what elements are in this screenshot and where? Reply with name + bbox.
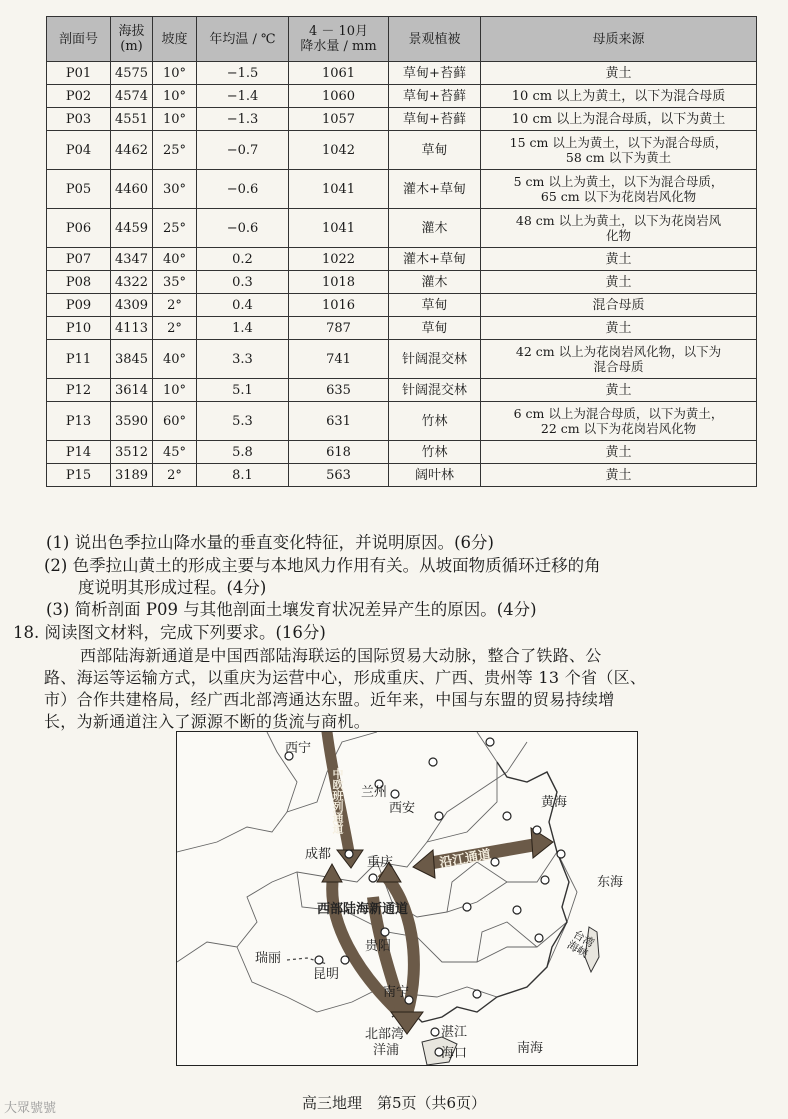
- cell-profile: P11: [47, 340, 111, 379]
- parent-material-line-2: 混合母质: [593, 359, 644, 374]
- question-1: (1) 说出色季拉山降水量的垂直变化特征，并说明原因。(6分): [46, 533, 494, 552]
- label-west-corridor: 西部陆海新通道: [317, 902, 409, 917]
- cell-slope: 2°: [153, 464, 197, 487]
- cell-parent-material: [481, 402, 757, 441]
- cell-precip: 1061: [289, 62, 389, 85]
- parent-material-line-2: 65 cm 以下为花岗岩风化物: [540, 189, 697, 204]
- cell-profile: P13: [47, 402, 111, 441]
- label-south-sea: 南海: [517, 1041, 544, 1056]
- cell-temp: 0.4: [197, 294, 289, 317]
- cell-precip: 741: [289, 340, 389, 379]
- header-slope: 坡度: [153, 17, 197, 62]
- table-header-row: [47, 17, 757, 62]
- city-dot: [345, 850, 353, 858]
- table-row: [47, 248, 757, 271]
- city-dot: [486, 738, 494, 746]
- cell-altitude: 3590: [111, 402, 153, 441]
- label-kunming: 昆明: [313, 967, 340, 982]
- parent-material-line-1: 黄土: [605, 65, 632, 81]
- parent-material-line-1: 黄土: [605, 444, 632, 460]
- cell-altitude: 4551: [111, 108, 153, 131]
- label-guiyang: 贵阳: [365, 939, 392, 954]
- table-row: [47, 340, 757, 379]
- page-footer: 高三地理 第5页（共6页）: [301, 1094, 487, 1112]
- parent-material-line-2: 58 cm 以下为黄土: [565, 150, 672, 165]
- cell-precip: 1041: [289, 209, 389, 248]
- table-row: [47, 379, 757, 402]
- label-chengdu: 成都: [305, 847, 332, 862]
- cell-precip: 1042: [289, 131, 389, 170]
- header-precip-unit: 降水量 / mm: [300, 39, 377, 54]
- cell-profile: P02: [47, 85, 111, 108]
- cell-profile: P15: [47, 464, 111, 487]
- cell-parent-material: [481, 271, 757, 294]
- table-row: [47, 108, 757, 131]
- material-paragraph-line-3: 市）合作共建格局，经广西北部湾通达东盟。近年来，中国与东盟的贸易持续增: [44, 690, 615, 709]
- city-dot: [391, 790, 399, 798]
- cell-vegetation: 阔叶林: [389, 464, 481, 487]
- parent-material-line-1: 混合母质: [592, 297, 645, 313]
- parent-material-line-1: 42 cm 以上为花岗岩风化物，以下为: [515, 344, 722, 359]
- cell-vegetation: 草甸: [389, 294, 481, 317]
- cell-vegetation: 草甸: [389, 317, 481, 340]
- label-lanzhou: 兰州: [361, 785, 388, 800]
- city-dot: [513, 906, 521, 914]
- cell-altitude: 4460: [111, 170, 153, 209]
- city-dot: [541, 876, 549, 884]
- parent-material-line-2: 化物: [605, 228, 631, 243]
- cell-temp: −1.3: [197, 108, 289, 131]
- label-north-corridor: 中欧班列通道: [331, 768, 344, 834]
- cell-precip: 563: [289, 464, 389, 487]
- city-dot: [381, 928, 389, 936]
- cell-precip: 631: [289, 402, 389, 441]
- table-row: [47, 441, 757, 464]
- city-dot: [341, 956, 349, 964]
- header-altitude-label: 海拔: [118, 24, 145, 39]
- chengdu-arrowhead: [322, 864, 342, 882]
- soil-profile-table: [46, 16, 757, 487]
- cell-altitude: 4347: [111, 248, 153, 271]
- cell-profile: P10: [47, 317, 111, 340]
- city-dot: [435, 812, 443, 820]
- cell-vegetation: 草甸+苔藓: [389, 62, 481, 85]
- cell-precip: 1018: [289, 271, 389, 294]
- city-dot: [503, 812, 511, 820]
- cell-slope: 35°: [153, 271, 197, 294]
- cell-profile: P09: [47, 294, 111, 317]
- city-dot: [463, 903, 471, 911]
- label-ruili: 瑞丽: [255, 951, 282, 966]
- cell-profile: P06: [47, 209, 111, 248]
- city-dot: [429, 758, 437, 766]
- cell-precip: 1060: [289, 85, 389, 108]
- border-line: [177, 872, 327, 962]
- parent-material-line-1: 10 cm 以上为混合母质，以下为黄土: [511, 111, 726, 127]
- cell-temp: −0.7: [197, 131, 289, 170]
- header-profile: 剖面号: [47, 17, 111, 62]
- cell-parent-material: [481, 62, 757, 85]
- city-dot: [533, 826, 541, 834]
- watermark-text: 大眾號號: [4, 1101, 57, 1116]
- cell-precip: 1016: [289, 294, 389, 317]
- cell-temp: −1.5: [197, 62, 289, 85]
- cell-slope: 10°: [153, 108, 197, 131]
- question-3: (3) 简析剖面 P09 与其他剖面土壤发育状况差异产生的原因。(4分): [46, 600, 537, 619]
- parent-material-line-1: 10 cm 以上为黄土，以下为混合母质: [511, 88, 726, 104]
- cell-temp: 5.1: [197, 379, 289, 402]
- material-paragraph-line-4: 长，为新通道注入了源源不断的货流与商机。: [44, 712, 371, 731]
- cell-vegetation: 灌木: [389, 271, 481, 294]
- province-borders: [177, 732, 577, 1012]
- city-dot: [369, 874, 377, 882]
- cell-parent-material: [481, 441, 757, 464]
- cell-precip: 618: [289, 441, 389, 464]
- cell-temp: −1.4: [197, 85, 289, 108]
- cell-parent-material: [481, 248, 757, 271]
- table-body: [47, 62, 757, 487]
- cell-temp: 8.1: [197, 464, 289, 487]
- cell-slope: 40°: [153, 248, 197, 271]
- header-temp: 年均温 / ℃: [197, 17, 289, 62]
- table-row: [47, 131, 757, 170]
- header-parent-material: 母质来源: [481, 17, 757, 62]
- material-paragraph-line-2: 路、海运等运输方式，以重庆为运营中心，形成重庆、广西、贵州等 13 个省（区、: [44, 668, 647, 687]
- cell-slope: 10°: [153, 62, 197, 85]
- cell-precip: 1057: [289, 108, 389, 131]
- header-altitude: [111, 17, 153, 62]
- cell-vegetation: 竹林: [389, 402, 481, 441]
- cell-temp: 3.3: [197, 340, 289, 379]
- table-row: [47, 464, 757, 487]
- city-dot: [473, 990, 481, 998]
- cell-temp: −0.6: [197, 209, 289, 248]
- cell-altitude: 4575: [111, 62, 153, 85]
- cell-vegetation: 灌木: [389, 209, 481, 248]
- table-row: [47, 170, 757, 209]
- parent-material-line-1: 黄土: [605, 274, 632, 290]
- cell-temp: 0.3: [197, 271, 289, 294]
- cell-slope: 25°: [153, 131, 197, 170]
- cell-parent-material: [481, 131, 757, 170]
- corridor-map: [176, 731, 638, 1066]
- cell-slope: 10°: [153, 379, 197, 402]
- cell-parent-material: [481, 294, 757, 317]
- cell-parent-material: [481, 317, 757, 340]
- parent-material-line-1: 15 cm 以上为黄土，以下为混合母质，: [509, 135, 728, 150]
- label-haikou: 海口: [441, 1046, 468, 1061]
- parent-material-line-1: 黄土: [605, 382, 632, 398]
- table-row: [47, 271, 757, 294]
- cell-altitude: 4322: [111, 271, 153, 294]
- label-yellow-sea: 黄海: [541, 795, 568, 810]
- label-nanning: 南宁: [383, 985, 410, 1000]
- cell-temp: −0.6: [197, 170, 289, 209]
- cell-temp: 5.8: [197, 441, 289, 464]
- cell-vegetation: 竹林: [389, 441, 481, 464]
- label-yangpu: 洋浦: [373, 1043, 400, 1058]
- cell-profile: P12: [47, 379, 111, 402]
- parent-material-line-1: 48 cm 以上为黄土，以下为花岗岩风: [515, 213, 722, 228]
- border-line: [427, 742, 527, 842]
- city-dot: [557, 850, 565, 858]
- parent-material-line-1: 黄土: [605, 320, 632, 336]
- label-yangtze-corridor: 沿江通道: [438, 847, 493, 872]
- cell-profile: P07: [47, 248, 111, 271]
- cell-profile: P04: [47, 131, 111, 170]
- cell-slope: 2°: [153, 294, 197, 317]
- table-row: [47, 317, 757, 340]
- cell-temp: 0.2: [197, 248, 289, 271]
- cell-precip: 635: [289, 379, 389, 402]
- cell-parent-material: [481, 379, 757, 402]
- cell-precip: 787: [289, 317, 389, 340]
- yangtze-west-arrowhead: [413, 850, 435, 878]
- cell-vegetation: 针阔混交林: [389, 340, 481, 379]
- label-chongqing: 重庆: [367, 855, 394, 870]
- question-18-heading: 18. 阅读图文材料，完成下列要求。(16分): [13, 623, 326, 642]
- border-line: [447, 862, 507, 912]
- cell-vegetation: 草甸+苔藓: [389, 85, 481, 108]
- cell-parent-material: [481, 209, 757, 248]
- cell-vegetation: 针阔混交林: [389, 379, 481, 402]
- cell-temp: 1.4: [197, 317, 289, 340]
- cell-altitude: 4462: [111, 131, 153, 170]
- cell-parent-material: [481, 108, 757, 131]
- city-dot: [431, 1028, 439, 1036]
- border-line: [477, 922, 537, 962]
- parent-material-line-2: 22 cm 以下为花岗岩风化物: [540, 421, 697, 436]
- cell-parent-material: [481, 464, 757, 487]
- material-paragraph-line-1: 西部陆海新通道是中国西部陆海联运的国际贸易大动脉，整合了铁路、公: [80, 646, 602, 665]
- cell-altitude: 3189: [111, 464, 153, 487]
- cell-slope: 30°: [153, 170, 197, 209]
- header-precip: [289, 17, 389, 62]
- cell-profile: P01: [47, 62, 111, 85]
- parent-material-line-1: 黄土: [605, 251, 632, 267]
- cell-altitude: 3512: [111, 441, 153, 464]
- cell-vegetation: 灌木+草甸: [389, 248, 481, 271]
- question-2-line-1: (2) 色季拉山黄土的形成主要与本地风力作用有关。从坡面物质循环迁移的角: [44, 556, 601, 575]
- parent-material-line-1: 5 cm 以上为黄土，以下为混合母质，: [513, 174, 724, 189]
- cell-altitude: 4574: [111, 85, 153, 108]
- label-xian: 西安: [389, 801, 416, 816]
- table-row: [47, 209, 757, 248]
- cell-slope: 60°: [153, 402, 197, 441]
- table-row: [47, 402, 757, 441]
- cell-altitude: 3845: [111, 340, 153, 379]
- table-row: [47, 62, 757, 85]
- cell-slope: 40°: [153, 340, 197, 379]
- cell-altitude: 4459: [111, 209, 153, 248]
- cell-parent-material: [481, 340, 757, 379]
- cell-profile: P03: [47, 108, 111, 131]
- header-altitude-unit: (m): [120, 39, 143, 54]
- cell-profile: P05: [47, 170, 111, 209]
- city-dot: [535, 934, 543, 942]
- table-row: [47, 85, 757, 108]
- label-beibu-gulf: 北部湾: [365, 1027, 405, 1042]
- cell-altitude: 4113: [111, 317, 153, 340]
- cell-precip: 1041: [289, 170, 389, 209]
- cell-slope: 10°: [153, 85, 197, 108]
- label-xining: 西宁: [285, 741, 312, 756]
- cell-altitude: 3614: [111, 379, 153, 402]
- cell-precip: 1022: [289, 248, 389, 271]
- label-zhanjiang: 湛江: [441, 1025, 468, 1040]
- table-row: [47, 294, 757, 317]
- question-2-line-2: 度说明其形成过程。(4分): [78, 578, 267, 597]
- parent-material-line-1: 黄土: [605, 467, 632, 483]
- label-taiwan-strait: 台湾海峡: [564, 927, 597, 961]
- cell-slope: 2°: [153, 317, 197, 340]
- header-vegetation: 景观植被: [389, 17, 481, 62]
- city-dot: [315, 956, 323, 964]
- cell-altitude: 4309: [111, 294, 153, 317]
- cell-slope: 25°: [153, 209, 197, 248]
- cell-profile: P08: [47, 271, 111, 294]
- cell-parent-material: [481, 85, 757, 108]
- cell-temp: 5.3: [197, 402, 289, 441]
- cell-vegetation: 灌木+草甸: [389, 170, 481, 209]
- cell-vegetation: 草甸+苔藓: [389, 108, 481, 131]
- parent-material-line-1: 6 cm 以上为混合母质，以下为黄土，: [513, 406, 724, 421]
- label-east-sea: 东海: [597, 875, 624, 890]
- header-precip-months: 4 － 10月: [308, 24, 369, 39]
- cell-profile: P14: [47, 441, 111, 464]
- cell-parent-material: [481, 170, 757, 209]
- cell-slope: 45°: [153, 441, 197, 464]
- cell-vegetation: 草甸: [389, 131, 481, 170]
